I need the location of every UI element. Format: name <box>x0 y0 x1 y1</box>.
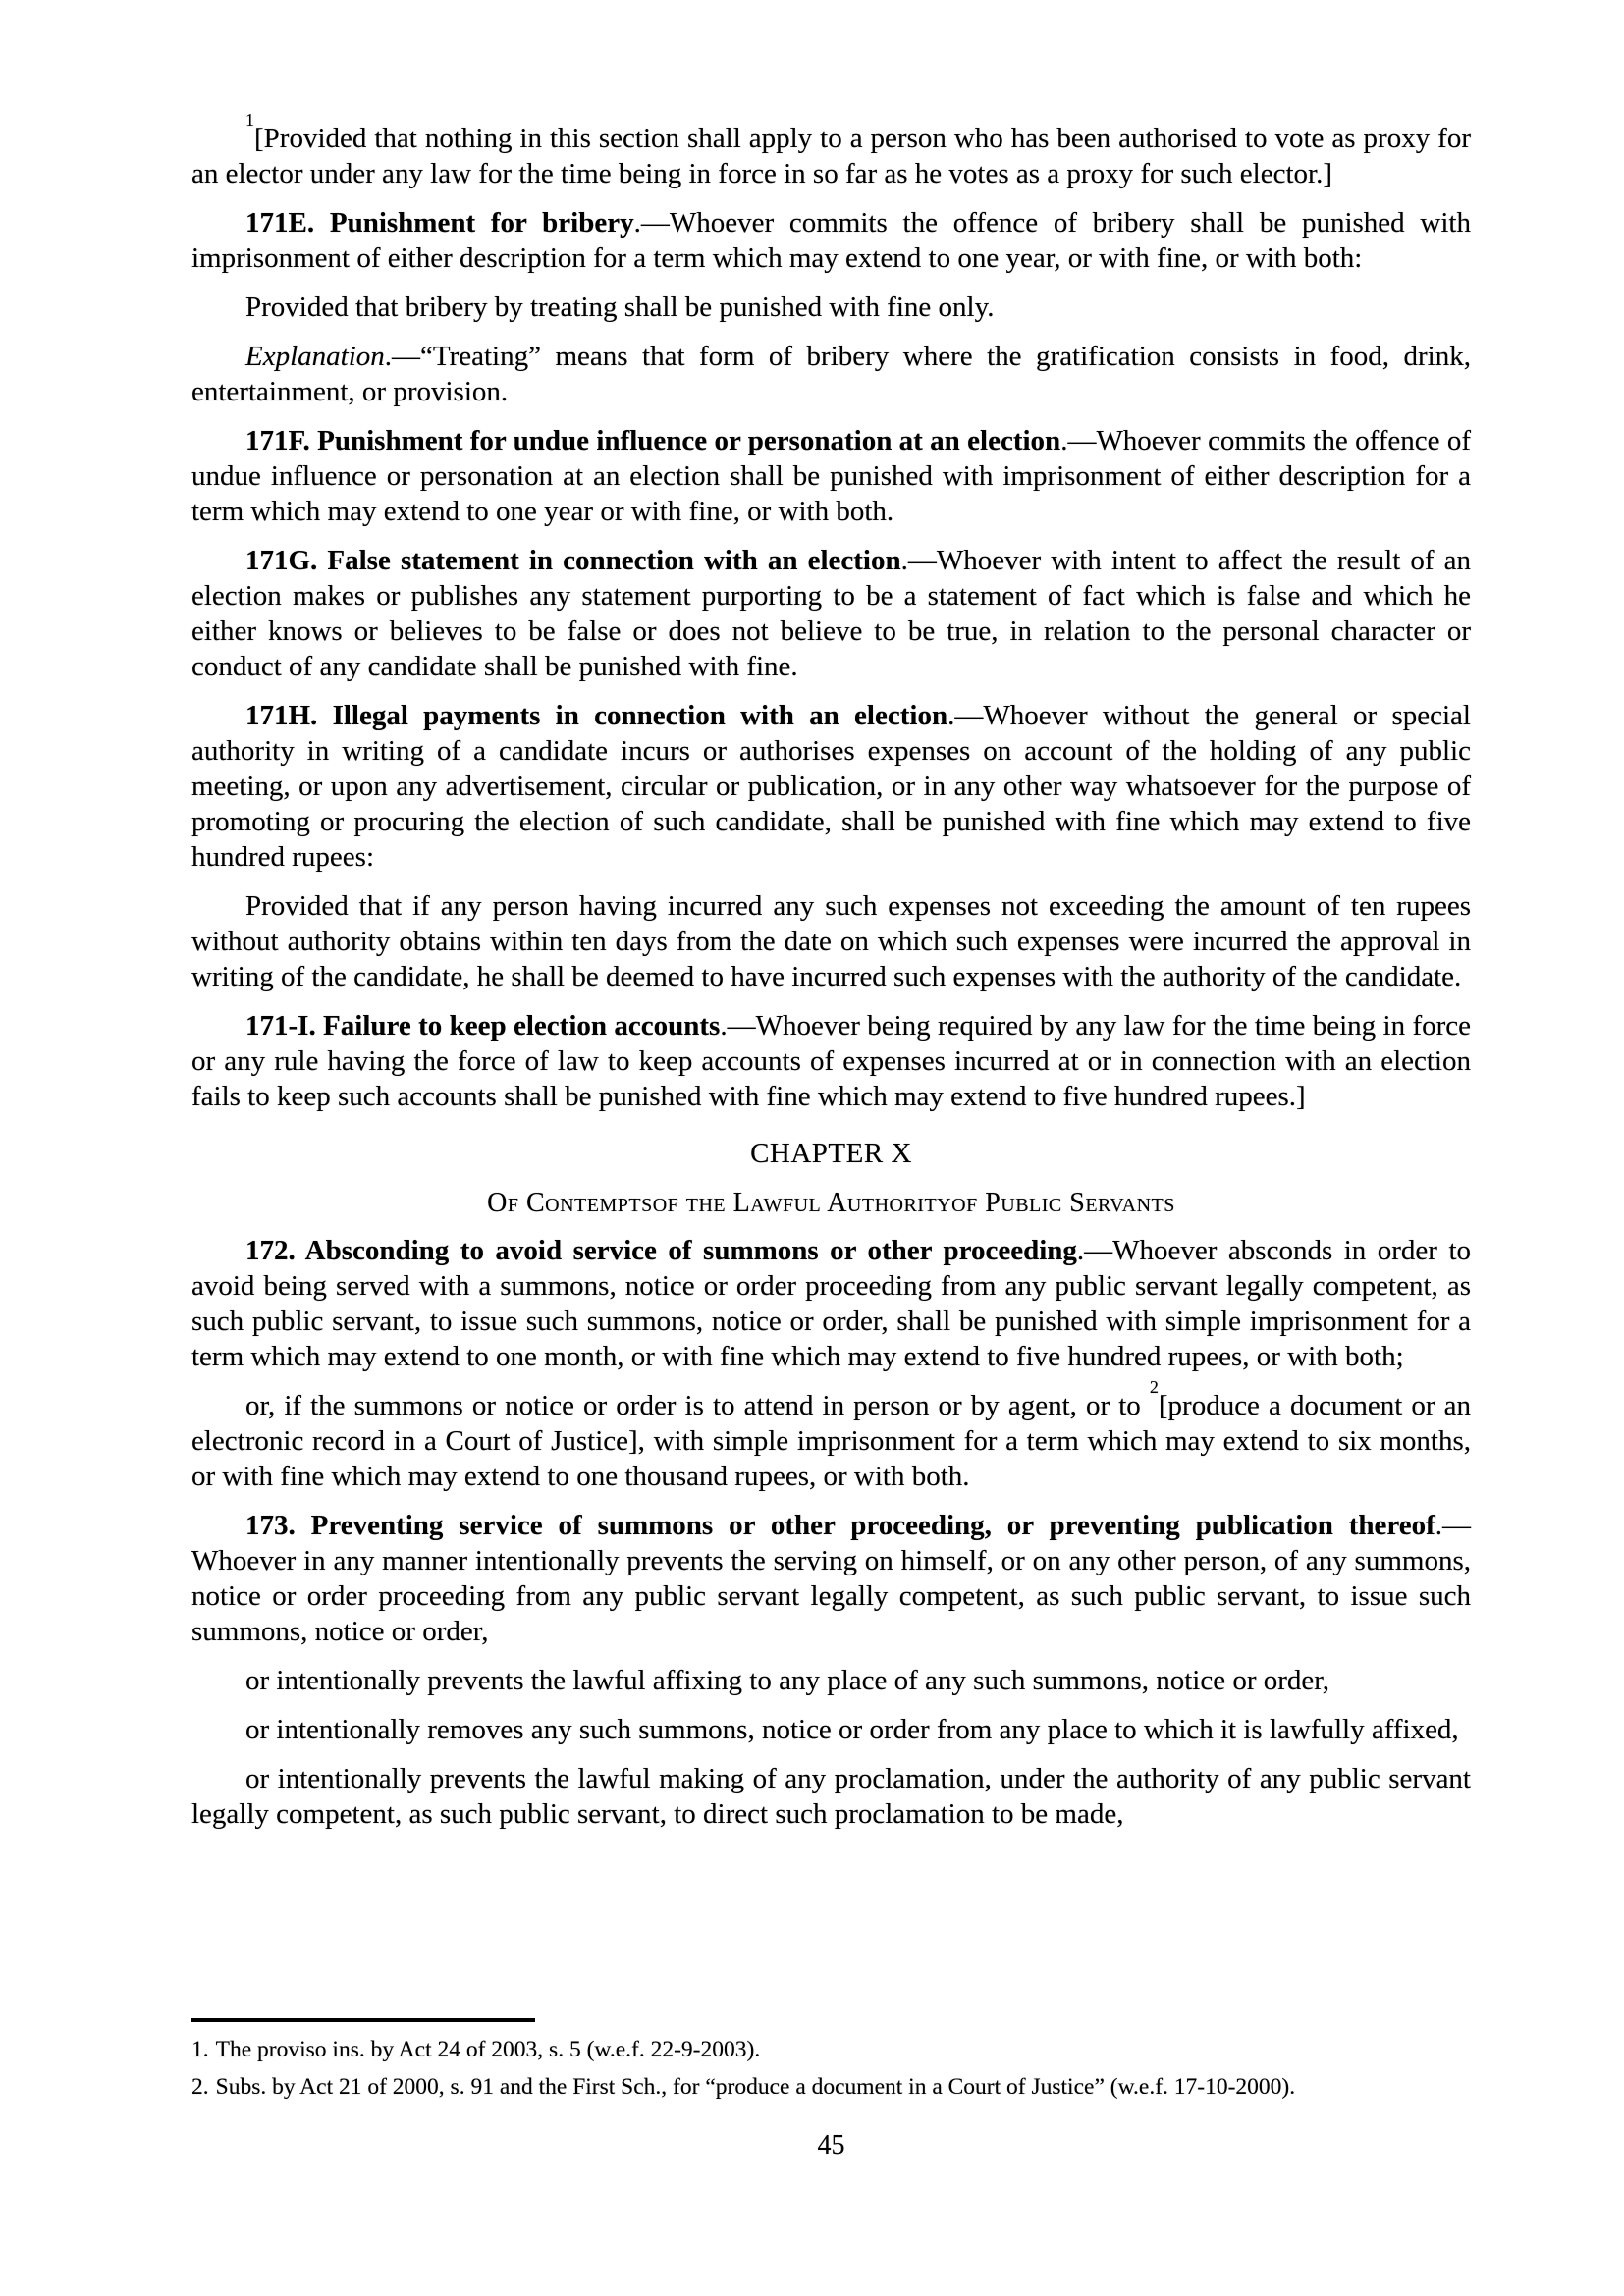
section-heading-172: 172. Absconding to avoid service of summons or other proceeding <box>245 1235 1077 1266</box>
footnote-2 <box>191 2073 1471 2102</box>
footnote-text: Subs. by Act 21 of 2000, s. 91 and the First Sch., for “produce a document in a Court of Justice” (w.e.f. 17-10-2000). <box>215 2074 1296 2100</box>
paragraph-171h-proviso <box>191 888 1471 994</box>
section-171h-paragraph <box>191 698 1471 875</box>
section-body-171h: .—Whoever without the general or special authority in writing of a candidate incurs or authorises expenses on account of the holding of any public meeting, or upon any advertisement, circular or publication, or in any other way whatsoever for the purpose of promoting or procuring the election of such candidate, shall be punished with fine which may extend to five hundred rupees: <box>191 700 1471 873</box>
paragraph-173-clause2 <box>191 1663 1471 1698</box>
footnote-separator <box>191 2018 535 2022</box>
chapter-heading: CHAPTER X <box>750 1138 912 1169</box>
section-body-173: .—Whoever in any manner intentionally prevents the serving on himself, or on any other person, of any summons, notice or order proceeding from any public servant legally competent, as such public servant, to issue such summons, notice or order, <box>191 1510 1471 1647</box>
section-171e-paragraph <box>191 205 1471 276</box>
paragraph-text: or intentionally prevents the lawful making of any proclamation, under the authority of any public servant legally competent, as such public servant, to direct such proclamation to be made, <box>191 1763 1471 1830</box>
paragraph-173-clause4 <box>191 1761 1471 1832</box>
paragraph-171e-explanation <box>191 339 1471 409</box>
section-body-171e: .—Whoever commits the offence of bribery shall be punished with imprisonment of either description for a term which may extend to one year, or with fine, or with both: <box>191 207 1471 274</box>
footnote-ref-1: 1 <box>245 110 254 131</box>
section-heading-171i: 171-I. Failure to keep election accounts <box>245 1010 721 1041</box>
paragraph-proviso-171d <box>191 110 1471 191</box>
paragraph-171e-proviso <box>191 290 1471 325</box>
paragraph-text: or, if the summons or notice or order is to attend in person or by agent, or to <box>245 1390 1150 1421</box>
section-172-paragraph <box>191 1233 1471 1374</box>
paragraph-text: Provided that if any person having incurred any such expenses not exceeding the amount of ten rupees without authority obtains within ten days from the date on which such expenses were incurred the approval in writing of the candidate, he shall be deemed to have incurred such expenses with the authority of the candidate. <box>191 890 1471 992</box>
footnote-label: 2. <box>191 2074 209 2100</box>
section-heading-173: 173. Preventing service of summons or other proceeding, or preventing publication thereof <box>245 1510 1435 1541</box>
section-171i-paragraph <box>191 1008 1471 1114</box>
paragraph-text: Provided that bribery by treating shall be punished with fine only. <box>245 292 995 323</box>
section-173-paragraph <box>191 1508 1471 1649</box>
section-body-171f: .—Whoever commits the offence of undue influence or personation at an election shall be punished with imprisonment of either description for a term which may extend to one year or with fine, or with both. <box>191 425 1471 527</box>
paragraph-text: or intentionally prevents the lawful affixing to any place of any such summons, notice or order, <box>245 1665 1330 1696</box>
section-body-171g: .—Whoever with intent to affect the result of an election makes or publishes any statement purporting to be a statement of fact which is false and which he either knows or believes to be false or does not believe to be true, in relation to the personal character or conduct of any candidate shall be punished with fine. <box>191 545 1471 682</box>
footnote-area <box>191 2018 1471 2102</box>
section-body-171i: .—Whoever being required by any law for the time being in force or any rule having the force of law to keep accounts of expenses incurred at or in connection with an election fails to keep such accounts shall be punished with fine which may extend to five hundred rupees.] <box>191 1010 1472 1112</box>
footnote-label: 1. <box>191 2037 209 2062</box>
section-171f-paragraph <box>191 423 1471 529</box>
explanation-body: .—“Treating” means that form of bribery where the gratification consists in food, drink, entertainment, or provision. <box>191 341 1471 407</box>
footnote-text: The proviso ins. by Act 24 of 2003, s. 5 (w.e.f. 22-9-2003). <box>215 2037 761 2062</box>
paragraph-text: [produce a document or an electronic record in a Court of Justice], with simple imprisonment for a term which may extend to six months, or with fine which may extend to one thousand rupees, or with both. <box>191 1390 1471 1492</box>
section-171g-paragraph <box>191 543 1471 684</box>
section-heading-171g: 171G. False statement in connection with an election <box>245 545 901 576</box>
section-heading-171e: 171E. Punishment for bribery <box>245 207 634 239</box>
paragraph-text: [Provided that nothing in this section shall apply to a person who has been authorised to vote as proxy for an elector under any law for the time being in force in so far as he votes as a proxy for such elector.] <box>191 123 1471 189</box>
footnote-1 <box>191 2036 1471 2064</box>
chapter-subheading: Of Contemptsof the Lawful Authorityof Public Servants <box>487 1188 1175 1218</box>
section-body-172: .—Whoever absconds in order to avoid being served with a summons, notice or order proceeding from any public servant legally competent, as such public servant, to issue such summons, notice or order, shall be punished with simple imprisonment for a term which may extend to one month, or with fine which may extend to five hundred rupees, or with both; <box>191 1235 1471 1372</box>
section-heading-171f: 171F. Punishment for undue influence or personation at an election <box>245 425 1061 456</box>
body-text-block <box>191 110 1472 1832</box>
section-heading-171h: 171H. Illegal payments in connection with an election <box>245 700 948 731</box>
explanation-lead: Explanation <box>245 341 385 372</box>
paragraph-172-clause2 <box>191 1377 1471 1494</box>
paragraph-text: or intentionally removes any such summons, notice or order from any place to which it is lawfully affixed, <box>245 1714 1459 1745</box>
footnote-ref-2: 2 <box>1149 1377 1159 1398</box>
page-number: 45 <box>817 2130 845 2161</box>
paragraph-173-clause3 <box>191 1712 1471 1747</box>
